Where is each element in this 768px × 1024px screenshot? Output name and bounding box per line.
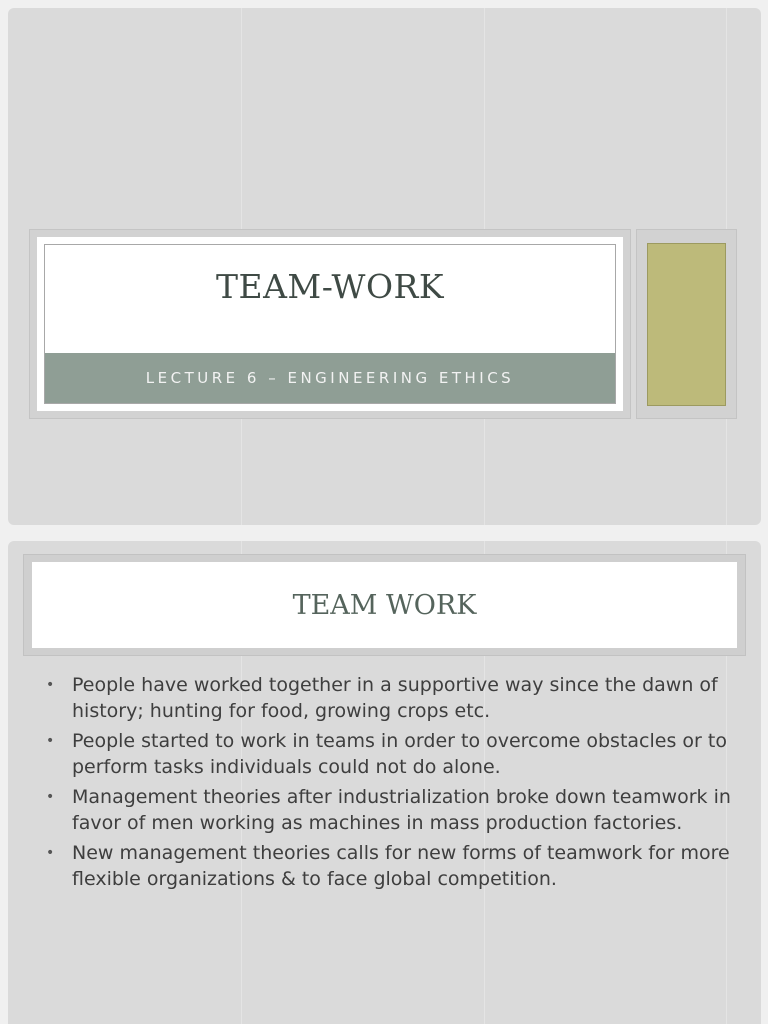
list-item (44, 840, 734, 892)
title-slide (8, 8, 761, 525)
list-item (44, 672, 734, 724)
subtitle-bar (45, 353, 615, 403)
bullet-icon: • (46, 845, 55, 861)
section-title: TEAM WORK (292, 589, 477, 621)
list-item (44, 728, 734, 780)
bullet-list (44, 672, 734, 896)
bullet-text: People have worked together in a supportive way since the dawn of history; hunting for food, growing crops etc. (72, 674, 718, 722)
header-frame (23, 554, 746, 656)
bullet-icon: • (46, 789, 55, 805)
slide-title: TEAM-WORK (215, 267, 445, 306)
accent-block (647, 243, 726, 406)
bullet-icon: • (46, 733, 55, 749)
bullet-icon: • (46, 677, 55, 693)
bullet-text: Management theories after industrialization broke down teamwork in favor of men working as machines in mass production factories. (72, 786, 731, 834)
title-frame (29, 229, 631, 419)
title-panel (37, 237, 623, 411)
header-panel (32, 562, 737, 648)
bullet-text: New management theories calls for new forms of teamwork for more flexible organizations & to face global competition. (72, 842, 730, 890)
title-box (44, 244, 616, 404)
slide-subtitle: LECTURE 6 – ENGINEERING ETHICS (145, 369, 515, 387)
content-slide (8, 541, 761, 1024)
list-item (44, 784, 734, 836)
accent-frame (636, 229, 737, 419)
bullet-text: People started to work in teams in order to overcome obstacles or to perform tasks individuals could not do alone. (72, 730, 727, 778)
